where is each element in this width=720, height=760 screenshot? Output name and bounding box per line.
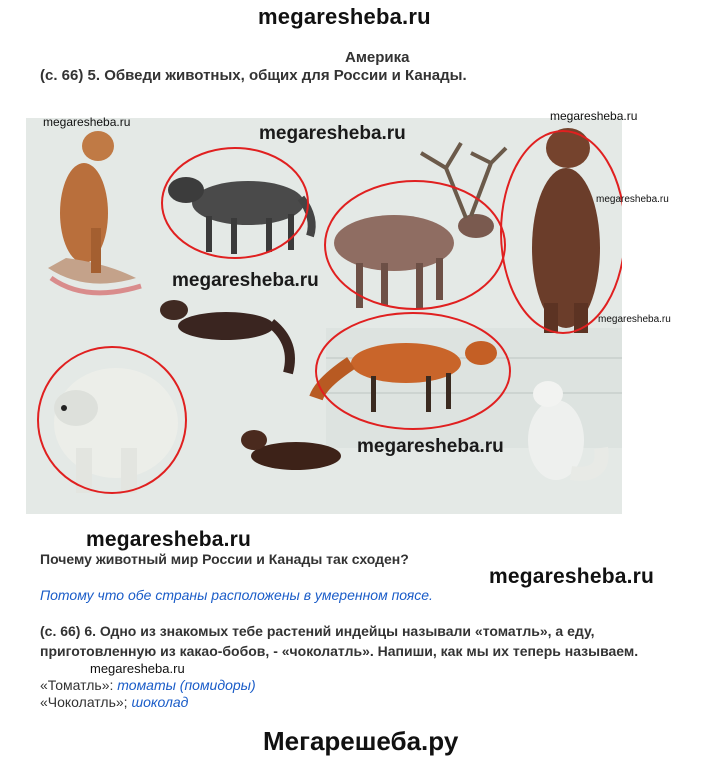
choco-line [40,694,188,710]
watermark-large: megaresheba.ru [489,565,655,588]
page-title: Америка [345,49,410,66]
watermark-medium: megaresheba.ru [357,436,504,457]
watermark-small: megaresheba.ru [43,115,131,129]
animals-picture [26,118,622,514]
watermark-small: megaresheba.ru [596,194,669,205]
answer-text: Потому что обе страны расположены в умеренном поясе. [40,587,433,603]
animals-illustration [26,118,622,514]
watermark-small: megaresheba.ru [550,109,638,123]
watermark-small: megaresheba.ru [598,314,671,325]
tomato-line [40,677,256,693]
task-6-line-1: (с. 66) 6. Одно из знакомых тебе растений индейцы называли «томатль», а еду, [40,623,595,639]
tomato-label: «Томатль»: [40,677,114,693]
footer-title: Мегарешеба.ру [263,726,459,756]
task-5-text: (с. 66) 5. Обведи животных, общих для России и Канады. [40,67,467,84]
header-watermark: megaresheba.ru [258,4,431,29]
task-6-line-2: приготовленную из какао-бобов, - «чоколатль». Напиши, как мы их теперь называем. [40,643,639,659]
watermark-medium: megaresheba.ru [259,123,406,144]
watermark-large: megaresheba.ru [86,528,252,551]
tomato-answer: томаты (помидоры) [117,677,256,693]
choco-label: «Чоколатль»; [40,694,128,710]
watermark-medium: megaresheba.ru [172,270,319,291]
choco-answer: шоколад [131,694,189,710]
watermark-small: megaresheba.ru [90,661,185,676]
question-text: Почему животный мир России и Канады так сходен? [40,551,409,567]
